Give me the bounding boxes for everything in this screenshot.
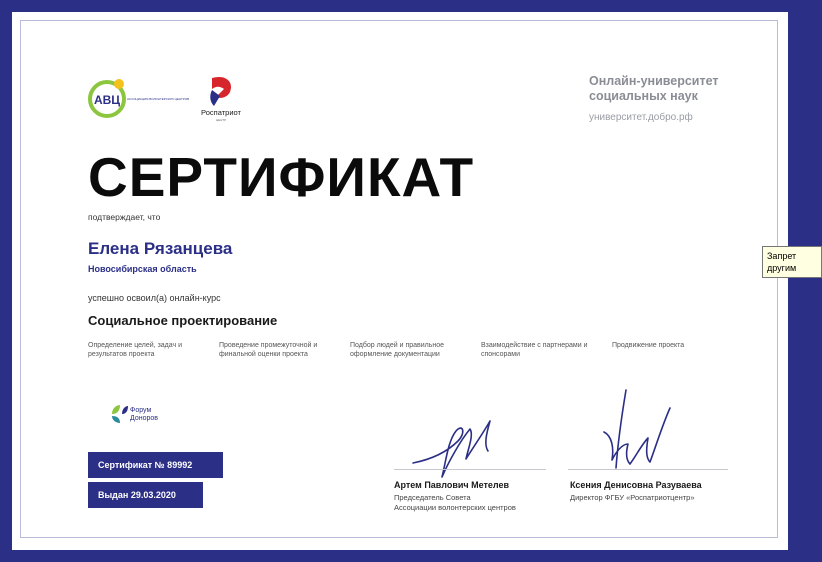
tooltip-line2: другим [767, 263, 797, 273]
signer-2-role-line1: Директор ФГБУ «Роспатриотцентр» [570, 493, 695, 502]
signature-1 [408, 411, 498, 481]
course-topic: Продвижение проекта [612, 342, 685, 349]
tooltip-line1: Запрет [767, 251, 797, 261]
certificate-title: СЕРТИФИКАТ [88, 146, 475, 208]
signer-2-role [570, 493, 695, 503]
signer-2-name: Ксения Денисовна Разуваева [570, 480, 702, 490]
university-name-line1: Онлайн-университет [589, 74, 719, 88]
course-topic: Проведение промежуточной и финальной оценки проекта [219, 342, 318, 358]
avc-logo-text: АВЦ [93, 93, 121, 107]
signer-1-role [394, 493, 516, 513]
rospatriot-logo-subtitle: ЦЕНТР [215, 118, 227, 122]
recipient-name: Елена Рязанцева [88, 239, 233, 258]
signature-line-2 [568, 469, 728, 470]
certificate-number-badge: Сертификат № 89992 [88, 452, 223, 478]
forum-logo-line1: Форум [130, 407, 152, 414]
signer-1-role-line2: Ассоциации волонтерских центров [394, 503, 516, 512]
signer-1-role-line1: Председатель Совета [394, 493, 471, 502]
recipient-region: Новосибирская область [88, 264, 197, 274]
university-name [589, 74, 719, 104]
confirms-text: подтверждает, что [88, 212, 161, 222]
avc-logo [88, 78, 190, 120]
issue-date-badge: Выдан 29.03.2020 [88, 482, 203, 508]
tooltip [762, 246, 822, 278]
completed-text: успешно освоил(а) онлайн-курс [88, 293, 221, 303]
course-name: Социальное проектирование [88, 313, 278, 328]
course-topic: Определение целей, задач и результатов проекта [88, 342, 183, 358]
university-url: университет.добро.рф [589, 112, 693, 123]
signature-2 [600, 386, 675, 478]
signer-1-name: Артем Павлович Метелев [394, 480, 510, 490]
forum-donors-logo [108, 402, 168, 426]
course-topic: Взаимодействие с партнерами и спонсорами [481, 342, 588, 358]
university-name-line2: социальных наук [589, 89, 698, 103]
avc-logo-subtitle: АССОЦИАЦИЯ ВОЛОНТЕРСКИХ ЦЕНТРОВ [127, 97, 190, 101]
signature-line-1 [394, 469, 546, 470]
rospatriot-logo-text: Роспатриот [201, 108, 241, 117]
rospatriot-logo [196, 72, 246, 124]
course-topic: Подбор людей и правильное оформление документации [350, 342, 445, 358]
forum-logo-line2: Доноров [130, 415, 158, 422]
